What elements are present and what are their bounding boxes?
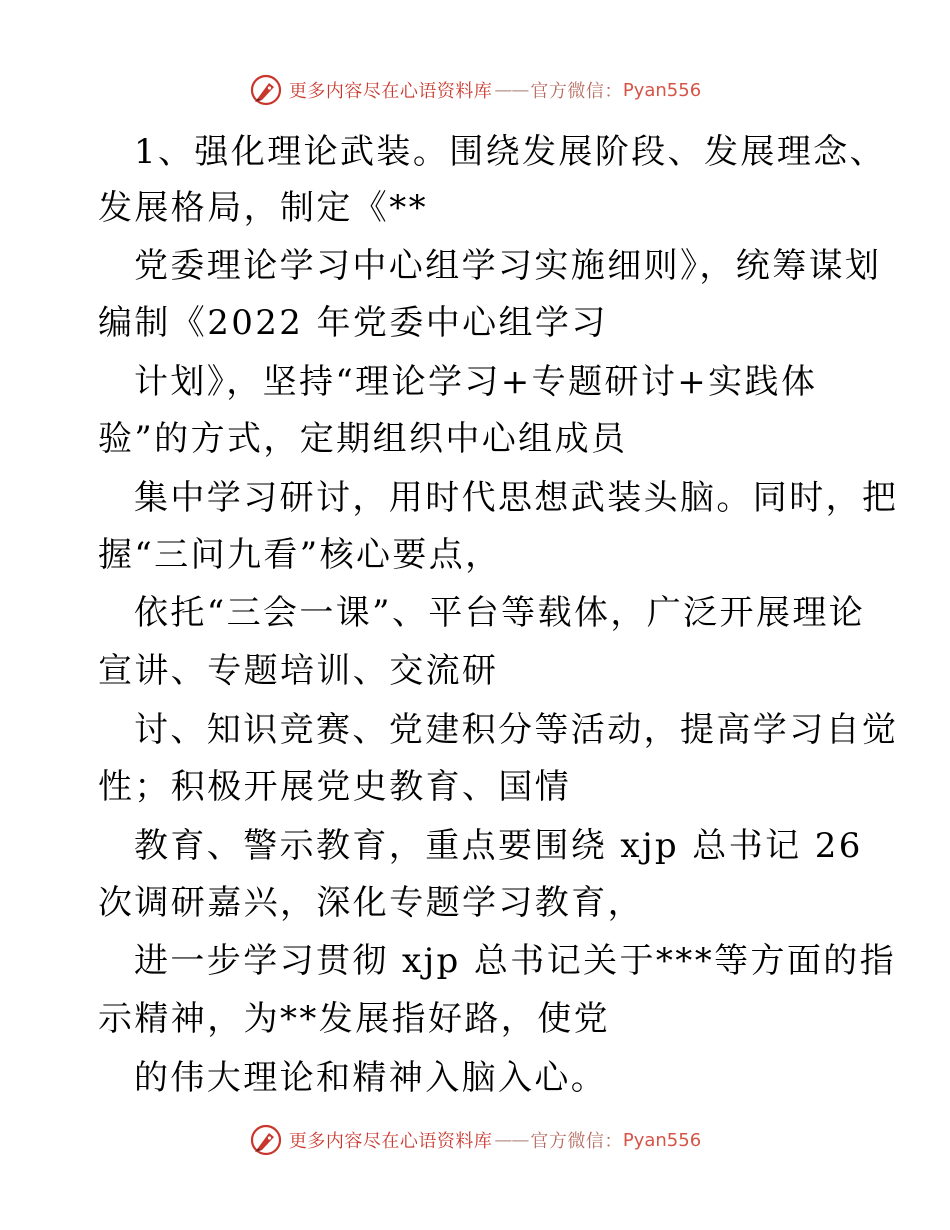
watermark-separator: —— (494, 1129, 529, 1151)
watermark-main-text: 更多内容尽在心语资料库 (288, 1131, 493, 1152)
text-line: 编制《2022 年党委中心组学习 (98, 303, 608, 343)
pen-nib-logo-icon (249, 1123, 283, 1157)
text-line: 讨、知识竞赛、党建积分等活动，提高学习自觉 (134, 710, 899, 750)
watermark-main-text: 更多内容尽在心语资料库 (288, 81, 493, 102)
text-line: 集中学习研讨，用时代思想武装头脑。同时，把 (134, 478, 899, 518)
text-line: 宣讲、专题培训、交流研 (98, 651, 499, 691)
watermark-wechat-id: Pyan556 (622, 1129, 702, 1151)
text-line: 计划》，坚持“理论学习+专题研讨+实践体 (134, 362, 818, 402)
text-line: 握“三问九看”核心要点， (98, 535, 502, 575)
text-line: 党委理论学习中心组学习实施细则》，统筹谋划 (134, 246, 882, 286)
text-line: 次调研嘉兴，深化专题学习教育， (98, 883, 644, 923)
text-line: 依托“三会一课”、平台等载体，广泛开展理论 (134, 593, 866, 633)
watermark-label: 官方微信： (530, 1131, 623, 1152)
text-line: 示精神，为**发展指好路，使党 (98, 999, 610, 1039)
text-line: 发展格局，制定《** (98, 188, 428, 228)
text-line: 1、强化理论武装。围绕发展阶段、发展理念、 (134, 132, 887, 172)
watermark-wechat-id: Pyan556 (622, 79, 702, 101)
text-line: 教育、警示教育，重点要围绕 xjp 总书记 26 (134, 826, 863, 866)
text-line: 的伟大理论和精神入脑入心。 (134, 1058, 608, 1098)
footer-watermark (0, 1120, 950, 1160)
text-line: 进一步学习贯彻 xjp 总书记关于***等方面的指 (134, 941, 897, 981)
watermark-label: 官方微信： (530, 81, 623, 102)
watermark-separator: —— (494, 79, 529, 101)
text-line: 验”的方式，定期组织中心组成员 (98, 419, 628, 459)
text-line: 性；积极开展党史教育、国情 (98, 767, 572, 807)
